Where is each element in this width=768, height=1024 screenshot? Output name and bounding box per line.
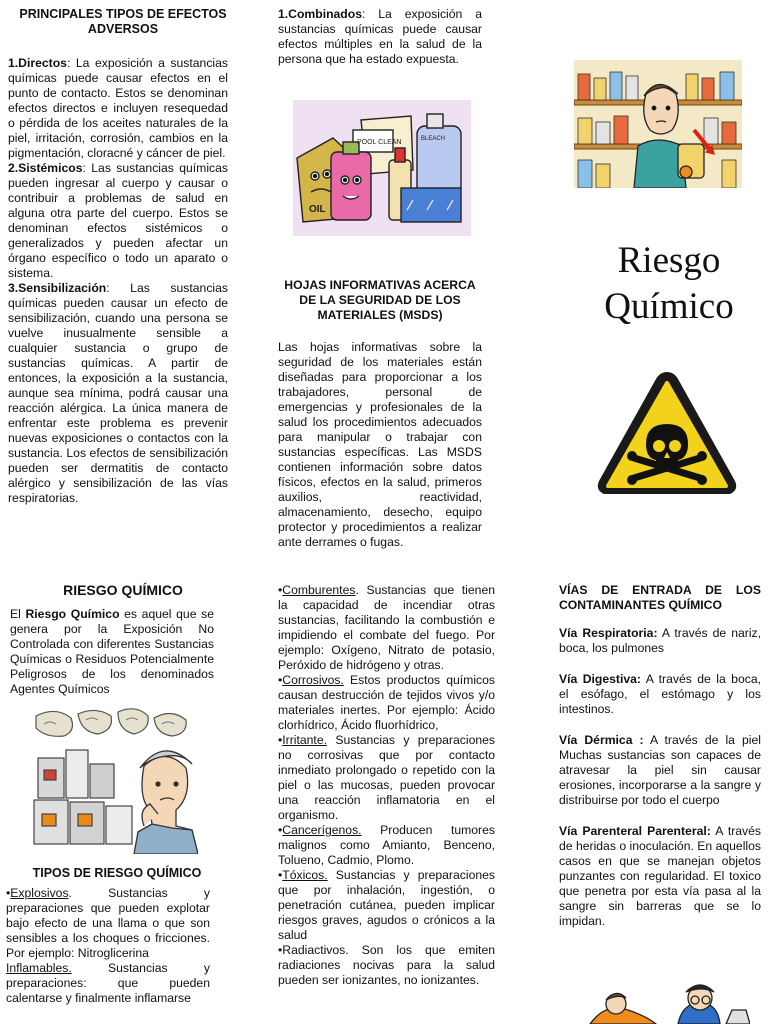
effect-sensitization: 3.Sensibilización: Las sustancias químicas pueden causar un efecto de sensibilización, cuando una persona se vuelve inusualmente sensible a cualquier sustancia o grupo de sustancias químicas. A partir de entonces, la exposición a la sustancia, aunque sea mínima, podrá causar una reacción alérgica. La única manera de enfrentar este problema es prevenir nuevas exposiciones o contactos con la sustancia. Los efectos de sensibilización pueden ser dermatitis de contacto alérgico y sensibilización de las vías respiratorias. [8, 281, 228, 505]
title-line1: Riesgo [617, 240, 721, 281]
effects-heading: PRINCIPALES TIPOS DE EFECTOS ADVERSOS [19, 7, 227, 36]
tipo-explosivos: •Explosivos. Sustancias y preparaciones que pueden explotar bajo efecto de una llama o que son sensibles a los choques o fricciones. Por ejemplo: Nitroglicerina [6, 886, 210, 960]
tipo-inflamables: Inflamables. Sustancias y preparaciones: que pueden calentarse y finalmente inflamarse [6, 961, 210, 1005]
msds-heading: HOJAS INFORMATIVAS ACERCA DE LA SEGURIDAD DE LOS MATERIALES (MSDS) [284, 278, 476, 322]
via-dermica: Vía Dérmica : A través de la piel Muchas sustancias son capaces de atravesar la piel sin causar erosiones, incorporarse a la sangre y distribuirse por todo el cuerpo [559, 733, 761, 807]
sick-person-doctor-illustration [586, 980, 750, 1024]
riesgo-intro: El Riesgo Químico es aquel que se genera por la Exposición No Controlada con diferentes Sustancias Químicas o Residuos Potencialmente Peligrosos de los denominados Agentes Químicos [10, 607, 214, 696]
effect-direct: 1.Directos: La exposición a sustancias químicas puede causar efectos en el punto de contacto. Estos se denominan efectos directos e incluyen resequedad o pérdida de los aceites naturales de la piel, irritación, corrosión, cambios en la pigmentación, cloracné y cáncer de piel. [8, 56, 228, 160]
via-digestiva: Vía Digestiva: A través de la boca, el esófago, el estómago y los intestinos. [559, 672, 761, 716]
chemicals-worried-person-illustration [26, 706, 198, 854]
msds-paragraph: Las hojas informativas sobre la seguridad de los materiales están diseñadas para proporcionar a los trabajadores, personal de emergencias y profesionales de la salud los procedimientos adecuados para manipular o trabajar con sustancias específicas. Las MSDS contienen información sobre datos físicos, efectos en la salud, primeros auxilios, reactividad, almacenamiento, desecho, equipo protector y procedimientos a realizar ante derrames o fugas. [278, 340, 482, 549]
tipo-comburentes: •Comburentes. Sustancias que tienen la capacidad de incendiar otras sustancias, facilitando la combustión e impidiendo el combate del fuego. Por ejemplo: Oxígeno, Nitrato de potasio, Peróxido de hidrógeno y otras. [278, 583, 495, 672]
tipos-list-col2 [278, 583, 495, 988]
effect-systemic: 2.Sistémicos: Las sustancias químicas pueden ingresar al cuerpo y causar o contribuir a problemas de salud en alguna otra parte del cuerpo. Estos se denominan efectos sistémicos o generalizados y pueden afectar un órgano específico o todo un aparato o sistema. [8, 161, 228, 280]
brochure-title [583, 238, 755, 330]
tipo-toxicos: •Tóxicos. Sustancias y preparaciones que por inhalación, ingestión, o penetración cutánea, pueden implicar riesgos graves, agudos o crónicos a la salud [278, 868, 495, 942]
bleach-label: BLEACH [421, 136, 446, 142]
combinados-paragraph: 1.Combinados: La exposición a sustancias químicas puede causar efectos múltiples en la salud de la persona que ha estado expuesta. [278, 7, 482, 66]
tipos-heading: TIPOS DE RIESGO QUÍMICO [32, 866, 202, 880]
tipo-irritante: •Irritante. Sustancias y preparaciones no corrosivas que por contacto inmediato prolongado o repetido con la piel o las mucosas, pueden provocar una reacción inflamatoria en el organismo. [278, 733, 495, 822]
toxic-warning-sign [594, 366, 740, 500]
tipo-corrosivos: •Corrosivos. Estos productos químicos causan destrucción de tejidos vivos y/o materiales inertes. Por ejemplo: Ácido clorhídrico, Ácido fluorhídrico, [278, 673, 495, 732]
via-respiratoria: Vía Respiratoria: A través de nariz, boca, los pulmones [559, 626, 762, 655]
effects-list [8, 56, 228, 506]
tipos-list-col1 [6, 886, 210, 1006]
worker-shelves-illustration [574, 60, 742, 188]
pool-clean-label: POOL CLEAN [357, 139, 402, 146]
vias-heading: VÍAS DE ENTRADA DE LOS CONTAMINANTES QUÍMICO [559, 583, 761, 612]
tipo-cancerigenos: •Cancerígenos. Producen tumores malignos como Amianto, Benceno, Tolueno, Cadmio, Plomo. [278, 823, 495, 867]
oil-label: OIL [309, 204, 326, 215]
riesgo-heading: RIESGO QUÍMICO [63, 582, 183, 598]
title-line2: Químico [604, 286, 734, 327]
vias-list [559, 626, 761, 929]
tipo-radiactivos: •Radiactivos. Son los que emiten radiaciones nocivas para la salud pueden ser ionizantes, no ionizantes. [278, 943, 495, 987]
chemical-containers-illustration [293, 100, 471, 236]
via-parenteral: Vía Parenteral Parenteral: A través de heridas o inoculación. En aquellos casos en que se manejan objetos punzantes con regularidad. El toxico que penetra por esta vía pasa al la sangre sin barreras que se lo impidan. [559, 824, 762, 928]
